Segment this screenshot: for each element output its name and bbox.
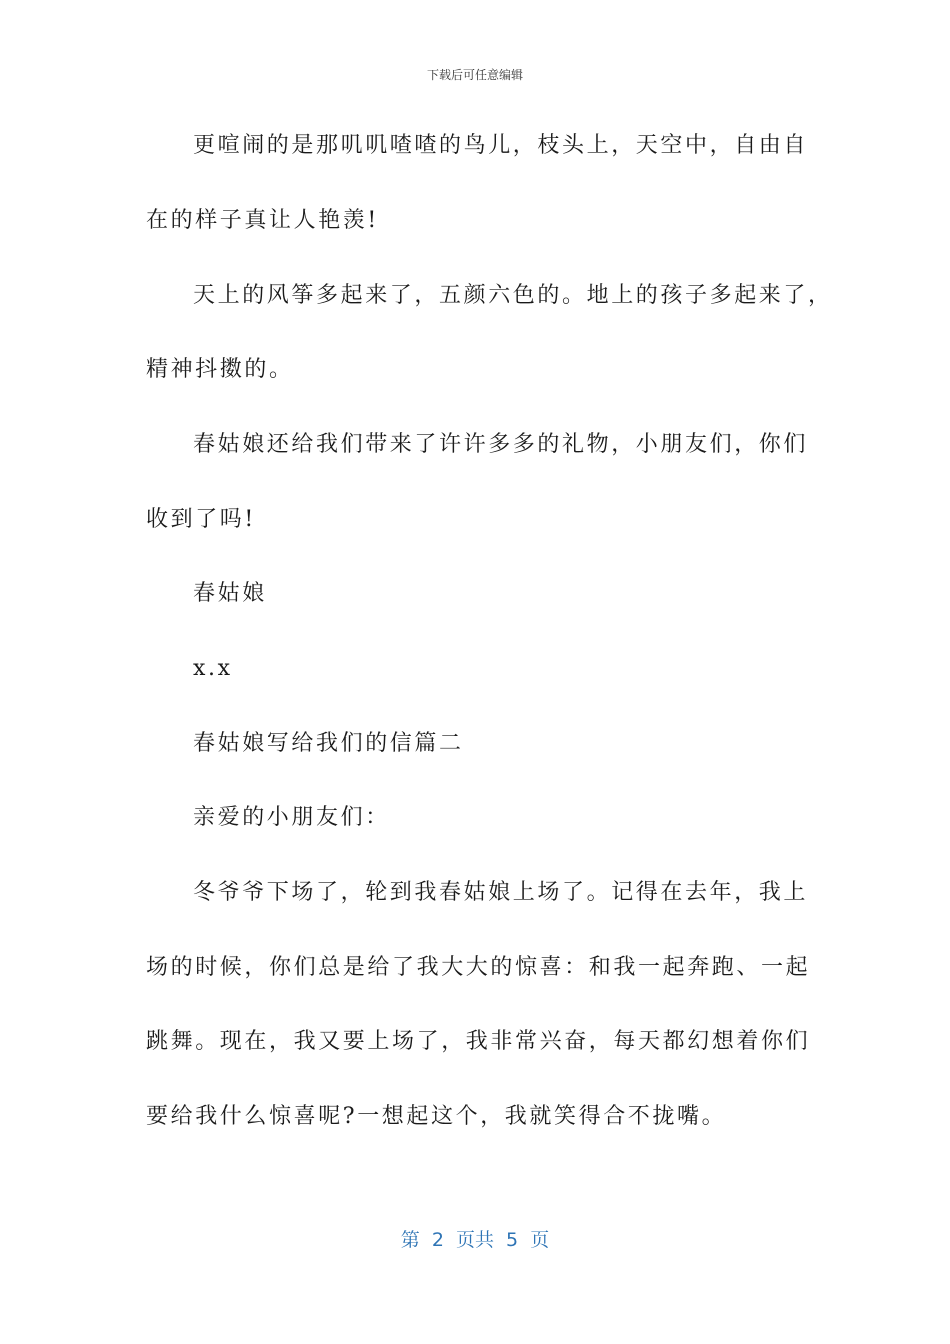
footer-middle: 页共 — [455, 1229, 494, 1251]
footer-prefix: 第 — [400, 1229, 420, 1251]
text-line: 更喧闹的是那叽叽喳喳的鸟儿，枝头上，天空中，自由自 — [193, 133, 809, 158]
text-line: 收到了吗! — [146, 507, 256, 532]
page-footer — [0, 1225, 950, 1252]
text-line: 要给我什么惊喜呢?一想起这个，我就笑得合不拢嘴。 — [146, 1104, 727, 1129]
text-line: 跳舞。现在，我又要上场了，我非常兴奋，每天都幻想着你们 — [146, 1029, 811, 1054]
header-text: 下载后可任意编辑 — [426, 68, 523, 82]
text-line: 在的样子真让人艳羡! — [146, 208, 379, 233]
signature-name: 春姑娘 — [193, 581, 267, 606]
footer-total-pages: 5 — [506, 1229, 519, 1251]
footer-page-number: 2 — [431, 1229, 444, 1251]
text-line: 天上的风筝多起来了，五颜六色的。地上的孩子多起来了， — [193, 283, 833, 308]
section-title: 春姑娘写给我们的信篇二 — [193, 731, 464, 756]
salutation: 亲爱的小朋友们： — [193, 805, 390, 830]
text-line: 场的时候，你们总是给了我大大的惊喜：和我一起奔跑、一起 — [146, 955, 811, 980]
text-line: 冬爷爷下场了，轮到我春姑娘上场了。记得在去年，我上 — [193, 880, 809, 905]
footer-suffix: 页 — [530, 1229, 550, 1251]
text-line: 春姑娘还给我们带来了许许多多的礼物，小朋友们，你们 — [193, 432, 809, 457]
signature-date: x.x — [193, 656, 233, 681]
text-line: 精神抖擞的。 — [146, 357, 294, 382]
